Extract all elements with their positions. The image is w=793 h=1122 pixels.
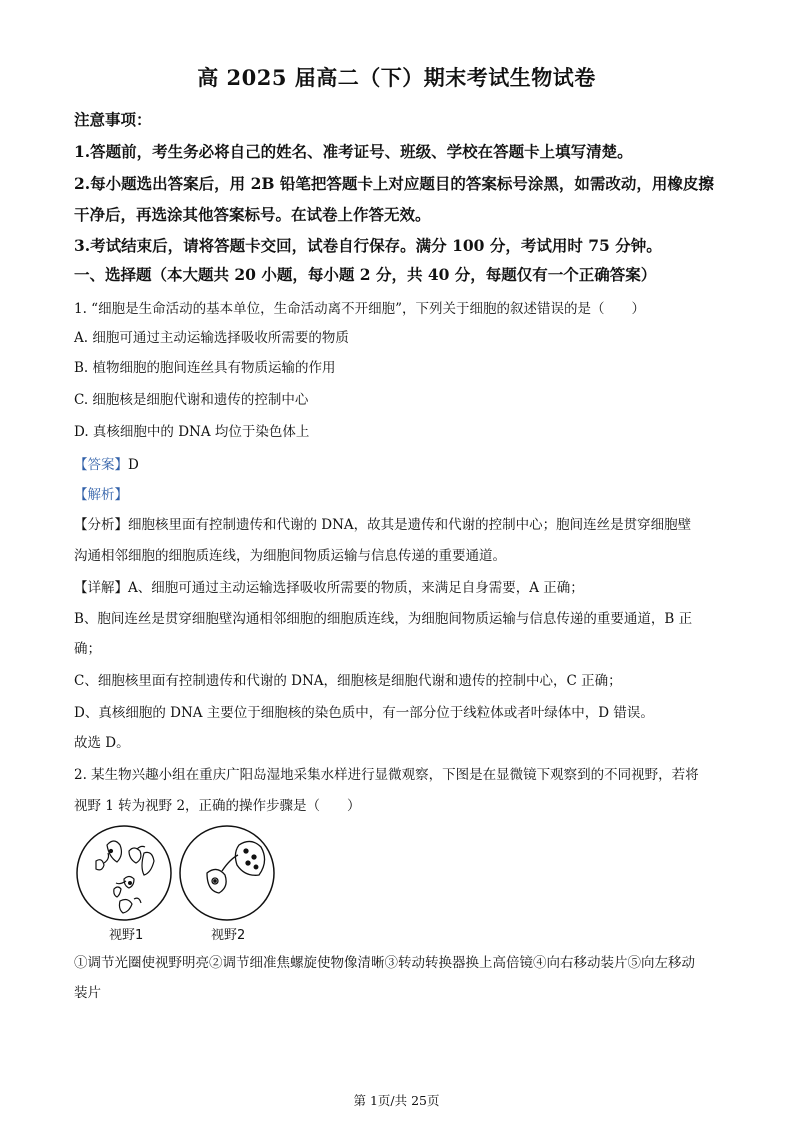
question-1-option-b: B. 植物细胞的胞间连丝具有物质运输的作用 [74, 360, 336, 376]
field-1-organisms [96, 841, 154, 913]
question-1-option-a: A. 细胞可通过主动运输选择吸收所需要的物质 [74, 330, 349, 346]
notice-item-2-line-2: 干净后，再选涂其他答案标号。在试卷上作答无效。 [74, 205, 431, 224]
field-2-organisms [207, 841, 265, 893]
notice-item-1: 1.答题前，考生务必将自己的姓名、准考证号、班级、学校在答题卡上填写清楚。 [74, 142, 633, 161]
field-1-circle [77, 826, 171, 920]
question-2-stem-line-1: 2. 某生物兴趣小组在重庆广阳岛湿地采集水样进行显微观察，下图是在显微镜下观察到的不同视野，若将 [74, 767, 699, 783]
microscope-fields-drawing [74, 823, 284, 923]
detail-b-line-2: 确； [74, 641, 101, 657]
page-title: 高 2025 届高二（下）期末考试生物试卷 [197, 65, 596, 90]
fenxi-tag: 【分析】 [74, 517, 128, 533]
fenxi-line-2: 沟通相邻细胞的细胞质连线，为细胞间物质运输与信息传递的重要通道。 [74, 548, 506, 564]
figure-label-field-1: 视野1 [109, 928, 144, 943]
detail-c: C、细胞核里面有控制遗传和代谢的 DNA，细胞核是细胞代谢和遗传的控制中心，C 正确； [74, 673, 622, 689]
conclusion: 故选 D。 [74, 735, 130, 751]
xiangjie-text: A、细胞可通过主动运输选择吸收所需要的物质，来满足自身需要，A 正确； [128, 580, 584, 596]
question-2-stem-line-2: 视野 1 转为视野 2，正确的操作步骤是（ ） [74, 798, 361, 814]
notice-heading: 注意事项： [74, 110, 152, 129]
xiangjie-line-1 [74, 576, 584, 596]
question-2-steps-line-1: ①调节光圈使视野明亮②调节细准焦螺旋使物像清晰③转动转换器换上高倍镜④向右移动装片⑤向左移动 [74, 955, 695, 971]
xiangjie-tag: 【详解】 [74, 580, 128, 596]
answer-value: D [128, 457, 139, 473]
notice-item-3: 3.考试结束后，请将答题卡交回，试卷自行保存。满分 100 分，考试用时 75 分钟。 [74, 236, 662, 255]
answer-tag: 【答案】 [74, 457, 128, 473]
question-1-stem: 1. “细胞是生命活动的基本单位，生命活动离不开细胞”，下列关于细胞的叙述错误的是（ ） [74, 301, 645, 317]
question-2-steps-line-2: 装片 [74, 985, 101, 1001]
section-heading: 一、选择题（本大题共 20 小题，每小题 2 分，共 40 分，每题仅有一个正确答案） [74, 265, 657, 284]
detail-b-line-1: B、胞间连丝是贯穿细胞壁沟通相邻细胞的细胞质连线，为细胞间物质运输与信息传递的重要通道，B 正 [74, 611, 693, 627]
fenxi-text: 细胞核里面有控制遗传和代谢的 DNA，故其是遗传和代谢的控制中心；胞间连丝是贯穿细胞壁 [128, 517, 692, 533]
notice-item-2-line-1: 2.每小题选出答案后，用 2B 铅笔把答题卡上对应题目的答案标号涂黑，如需改动，用橡皮擦 [74, 174, 714, 193]
figure-label-field-2: 视野2 [211, 928, 246, 943]
question-1-option-c: C. 细胞核是细胞代谢和遗传的控制中心 [74, 392, 309, 408]
fenxi-line-1 [74, 513, 691, 533]
detail-d: D、真核细胞的 DNA 主要位于细胞核的染色质中，有一部分位于线粒体或者叶绿体中，D 错误。 [74, 705, 654, 721]
microscope-figure [74, 823, 284, 943]
question-1-option-d: D. 真核细胞中的 DNA 均位于染色体上 [74, 424, 310, 440]
page-footer: 第 1页/共 25页 [353, 1093, 440, 1108]
analysis-tag: 【解析】 [74, 487, 128, 503]
answer-line [74, 453, 139, 473]
